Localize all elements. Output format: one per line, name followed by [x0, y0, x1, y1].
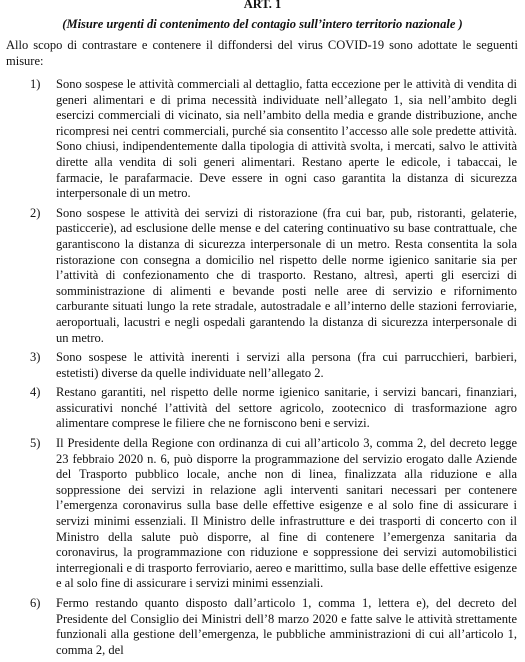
article-subtitle: (Misure urgenti di contenimento del contagio sull’intero territorio nazionale ): [62, 17, 463, 31]
list-item: [0, 596, 525, 658]
item-number: 3): [30, 350, 41, 365]
intro-paragraph: Allo scopo di contrastare e contenere il diffondersi del virus COVID-19 sono adottate le seguenti misure:: [6, 38, 518, 68]
item-text: Sono sospese le attività inerenti i servizi alla persona (fra cui parrucchieri, barbieri, estetisti) diverse da quelle individuate nell’allegato 2.: [56, 350, 517, 380]
list-item: [0, 350, 525, 381]
list-item: [0, 206, 525, 346]
item-text: Sono sospese le attività dei servizi di ristorazione (fra cui bar, pub, ristoranti, gelaterie, pasticcerie), ad esclusione delle mense e del catering continuativo su base contrattuale, che garantiscono la distanza di sicurezza interpersonale di un metro. Resta consentita la sola ristorazione con consegna a domicilio nel rispetto delle norme igienico sanitarie sia per l’attività di confezionamento che di trasporto. Restano, altresì, aperti gli esercizi di somministrazione di alimenti e bevande posti nelle aree di servizio e rifornimento carburante situati lungo la rete stradale, autostradale e all’interno delle stazioni ferroviarie, aeroportuali, lacustri e negli ospedali garantendo la distanza di sicurezza interpersonale di un metro.: [56, 205, 517, 345]
item-number: 2): [30, 205, 41, 220]
item-number: 1): [30, 77, 41, 91]
item-number: 6): [30, 596, 41, 610]
item-number: 5): [30, 436, 41, 451]
list-item: [0, 385, 525, 432]
item-text: Sono sospese le attività commerciali al dettaglio, fatta eccezione per le attività di vendita di generi alimentari e di prima necessità individuate nell’allegato 1, sia nell’ambito degli esercizi commerciali di vicinato, sia nell’ambito della media e grande distribuzione, anche ricompresi nei centri commerciali, purché sia consentito l’accesso alle sole predette attività. Sono chiusi, indipendentemente dalla tipologia di attività svolta, i mercati, salvo le attività dirette alla vendita di soli generi alimentari. Restano aperte le edicole, i tabaccai, le farmacie, le parafarmacie. Deve essere in ogni caso garantita la distanza di sicurezza interpersonale di un metro.: [56, 77, 517, 201]
item-text: Il Presidente della Regione con ordinanza di cui all’articolo 3, comma 2, del decreto legge 23 febbraio 2020 n. 6, può disporre la programmazione del servizio erogato dalle Aziende del Trasporto pubblico locale, anche non di linea, finalizzata alla riduzione e alla soppressione dei servizi in relazione agli interventi sanitari necessari per contenere l’emergenza coronavirus sulla base delle effettive esigenze e al solo fine di assicurare i servizi minimi essenziali. Il Ministro delle infrastrutture e dei trasporti di concerto con il Ministro della salute può disporre, al fine di contenere l’emergenza sanitaria da coronavirus, la programmazione con riduzione e soppressione dei servizi automobilistici interregionali e di trasporto ferroviario, aereo e marittimo, sulla base delle effettive esigenze e al solo fine di assicurare i servizi minimi essenziali.: [56, 436, 517, 591]
item-number: 4): [30, 385, 41, 400]
measures-list: [0, 77, 525, 662]
list-item: [0, 77, 525, 202]
item-text: Restano garantiti, nel rispetto delle norme igienico sanitarie, i servizi bancari, finanziari, assicurativi nonché l’attività del settore agricolo, zootecnico di trasformazione agro alimentare comprese le filiere che ne forniscono beni e servizi.: [56, 385, 517, 431]
list-item: [0, 436, 525, 592]
item-text: Fermo restando quanto disposto dall’articolo 1, comma 1, lettera e), del decreto del Presidente del Consiglio dei Ministri dell’8 marzo 2020 e fatte salve le attività strettamente funzionali alla gestione dell’emergenza, le pubbliche amministrazioni di cui all’articolo 1, comma 2, del: [56, 596, 517, 657]
article-title: ART. 1: [243, 0, 282, 11]
